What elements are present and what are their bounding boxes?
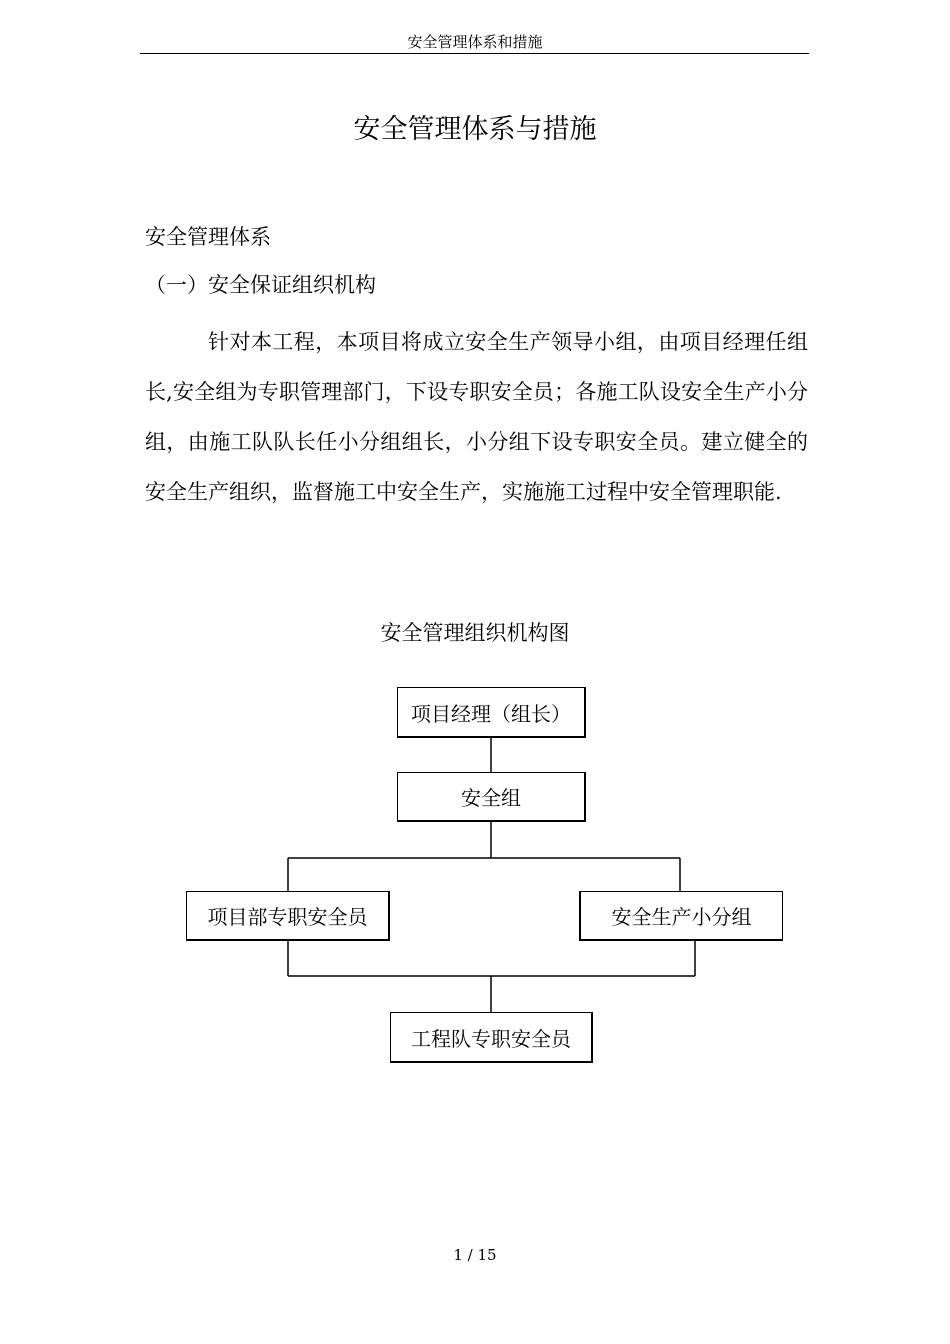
org-node-safety-subgroup: 安全生产小分组	[579, 891, 783, 941]
org-node-project-manager: 项目经理（组长）	[397, 687, 586, 738]
org-node-team-safety-officer: 工程队专职安全员	[390, 1012, 593, 1063]
page-number: 1 / 15	[453, 1246, 497, 1264]
header-rule	[140, 53, 809, 54]
org-chart-caption: 安全管理组织机构图	[380, 621, 570, 645]
body-paragraph: 针对本工程，本项目将成立安全生产领导小组，由项目经理任组长,安全组为专职管理部门，下设专职安全员；各施工队设安全生产小分组，由施工队队长任小分组组长，小分组下设专职安全员。建立健全的安全生产组织，监督施工中安全生产，实施施工过程中安全管理职能.	[145, 330, 808, 504]
running-header: 安全管理体系和措施	[407, 33, 543, 51]
org-node-safety-group: 安全组	[397, 772, 586, 822]
sub-heading: （一）安全保证组织机构	[145, 273, 376, 297]
section-heading: 安全管理体系	[145, 225, 271, 249]
document-title: 安全管理体系与措施	[353, 114, 597, 145]
org-node-dept-safety-officer: 项目部专职安全员	[186, 891, 390, 941]
